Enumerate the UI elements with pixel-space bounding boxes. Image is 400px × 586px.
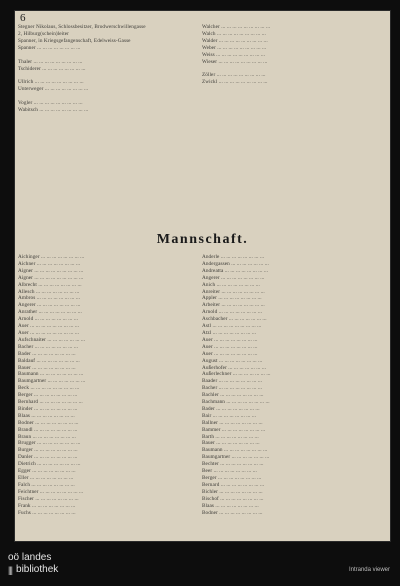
register-entry: Bechter ... ... ... ... ... ... ... ... (202, 461, 264, 468)
register-entry: 2, Hilburg(schein)leiter (18, 30, 69, 37)
register-entry: Bernard ... ... ... ... ... ... ... ... (202, 481, 265, 488)
register-entry: Baumgartner ... ... ... ... ... ... ... (202, 454, 270, 461)
register-entry: Barth ... ... ... ... ... ... ... ... (202, 433, 259, 440)
page-number: 6 (20, 12, 26, 24)
register-entry: Angerer ... ... ... ... ... ... ... ... (18, 302, 81, 309)
register-entry: Eller ... ... ... ... ... ... ... ... (18, 475, 74, 481)
register-entry: Baumgartner ... ... ... ... ... ... ... (18, 378, 86, 385)
register-entry: Appler ... ... ... ... ... ... ... ... (202, 295, 262, 302)
register-entry: Anderle ... ... ... ... ... ... ... ... (202, 254, 265, 260)
register-entry: Weiss ... ... ... ... ... ... ... ... ... (202, 51, 266, 58)
register-entry: Auer ... ... ... ... ... ... ... ... (202, 343, 258, 350)
register-entry: Bader ... ... ... ... ... ... ... ... (202, 405, 260, 412)
viewer-footer (0, 546, 400, 586)
register-entry: Danler ... ... ... ... ... ... ... ... (18, 454, 78, 461)
register-entry: Anrather ... ... ... ... ... ... ... ... (18, 309, 82, 316)
register-entry: Bammer ... ... ... ... ... ... ... ... (202, 426, 266, 433)
register-entry: Arnold ... ... ... ... ... ... ... ... (202, 309, 262, 316)
register-entry: Burger ... ... ... ... ... ... ... ... (18, 447, 78, 454)
register-entry: Auer ... ... ... ... ... ... ... ... (202, 350, 258, 357)
register-entry: Falch ... ... ... ... ... ... ... ... (18, 481, 75, 488)
document-page (14, 10, 391, 542)
register-entry: Außerhofer ... ... ... ... ... ... ... (202, 364, 267, 371)
logo-bars-icon: ||| (8, 565, 13, 575)
register-entry: Bader ... ... ... ... ... ... ... ... (18, 350, 76, 357)
register-entry: Brugger ... ... ... ... ... ... ... ... (18, 440, 81, 447)
register-entry: Wieser ... ... ... ... ... ... ... ... ... (202, 58, 268, 65)
register-entry: Aufschnaiter ... ... ... ... ... ... ... (18, 336, 86, 343)
register-entry: Aichner ... ... ... ... ... ... ... ... (18, 260, 81, 267)
register-entry: Ambros ... ... ... ... ... ... ... ... (18, 295, 81, 302)
register-entry: August ... ... ... ... ... ... ... ... (202, 357, 263, 364)
register-entry: Unterweger ... ... ... ... ... ... ... ... (18, 86, 89, 93)
register-entry: Angerer ... ... ... ... ... ... ... ... (202, 274, 265, 281)
register-entry: Auer ... ... ... ... ... ... ... ... (202, 336, 258, 343)
top-right-column (202, 24, 385, 224)
register-entry: Dietrich ... ... ... ... ... ... ... ... (18, 461, 81, 468)
register-entry: Baldauf ... ... ... ... ... ... ... ... (18, 357, 80, 364)
register-entry: Fischer ... ... ... ... ... ... ... ... (18, 495, 79, 502)
register-entry: Thaler ... ... ... ... ... ... ... ... ... (18, 58, 83, 65)
register-entry: Außerlechner ... ... ... ... ... ... ... (202, 371, 271, 378)
register-entry: Aigner ... ... ... ... ... ... ... ... ... (18, 267, 84, 274)
register-entry: Blaas ... ... ... ... ... ... ... ... (18, 412, 75, 419)
register-entry: Braun ... ... ... ... ... ... ... ... (18, 433, 76, 440)
register-entry: Tschiderer ... ... ... ... ... ... ... ... (18, 65, 86, 72)
entry-gap (202, 65, 385, 72)
register-entry: Arnold ... ... ... ... ... ... ... ... (18, 316, 78, 323)
logo-line-2 (8, 564, 58, 576)
register-entry: Vogler ... ... ... ... ... ... ... ... ... (18, 100, 83, 107)
register-entry: Binder ... ... ... ... ... ... ... ... (18, 405, 78, 412)
register-entry: Stegner Nikolaus, Schlossbesitzer, Brodwerschwillengasse (18, 24, 146, 30)
right-column (202, 254, 385, 540)
entry-gap (18, 93, 196, 100)
register-entry: Frank ... ... ... ... ... ... ... ... (18, 502, 76, 509)
register-entry: Baader ... ... ... ... ... ... ... ... (202, 378, 262, 385)
register-entry: Berger ... ... ... ... ... ... ... ... (18, 392, 78, 399)
register-entry: Anreiter ... ... ... ... ... ... ... ... (202, 288, 265, 295)
register-entry: Bachler ... ... ... ... ... ... ... ... (202, 392, 264, 399)
register-entry: Weber ... ... ... ... ... ... ... ... ... (202, 44, 267, 51)
register-entry: Bernhard ... ... ... ... ... ... ... ... (18, 399, 83, 406)
register-entry: Andergassen ... ... ... ... ... ... ... (202, 260, 269, 267)
register-entry: Walch ... ... ... ... ... ... ... ... ... (202, 30, 266, 37)
logo-line2-text: bibliothek (16, 564, 59, 575)
register-entry: Bischof ... ... ... ... ... ... ... ... (202, 495, 264, 502)
register-entry: Auer ... ... ... ... ... ... ... ... ... (18, 323, 80, 330)
register-entry: Aichinger ... ... ... ... ... ... ... ... (18, 254, 85, 260)
register-entry: Bacher ... ... ... ... ... ... ... ... (18, 343, 78, 350)
register-entry: Bodner ... ... ... ... ... ... ... ... (202, 509, 263, 516)
register-entry: Baumann ... ... ... ... ... ... ... ... (18, 371, 84, 378)
register-entry: Feichtner ... ... ... ... ... ... ... ... (18, 488, 84, 495)
register-entry: Blaas ... ... ... ... ... ... ... ... (202, 502, 259, 509)
register-entry: Zöller ... ... ... ... ... ... ... ... ... (202, 72, 266, 79)
register-entry: Bair ... ... ... ... ... ... ... ... (202, 412, 257, 419)
register-entry: Beer ... ... ... ... ... ... ... ... (202, 468, 257, 475)
top-left-column (18, 24, 196, 224)
register-entry: Atzl ... ... ... ... ... ... ... ... (202, 329, 257, 336)
logo-line-1 (8, 552, 58, 564)
register-entry: Andreatta ... ... ... ... ... ... ... ... (202, 267, 269, 274)
register-entry: Anich ... ... ... ... ... ... ... ... (202, 281, 260, 288)
left-column (18, 254, 196, 540)
register-entry: Walcher ... ... ... ... ... ... ... ... ... (202, 24, 271, 30)
register-entry: Zwickl ... ... ... ... ... ... ... ... ... (202, 79, 268, 86)
section-heading: Mannschaft. (156, 232, 249, 247)
register-entry: Spanner ... ... ... ... ... ... ... ... (18, 44, 81, 51)
register-entry: Egger ... ... ... ... ... ... ... ... (18, 468, 76, 475)
register-entry: Fuchs ... ... ... ... ... ... ... ... (18, 509, 76, 516)
register-entry: Baumann ... ... ... ... ... ... ... ... (202, 447, 268, 454)
library-logo[interactable] (8, 552, 58, 576)
register-entry: Auer ... ... ... ... ... ... ... ... ... (18, 329, 80, 336)
logo-line1-text: oö landes (8, 552, 52, 563)
register-entry: Bacher ... ... ... ... ... ... ... ... (202, 385, 262, 392)
register-entry: Allesch ... ... ... ... ... ... ... ... (18, 288, 80, 295)
entry-gap (18, 52, 196, 59)
register-entry: Spanner, in Kriegsgefangenschaft, Edelweiss-Gasse (18, 37, 131, 44)
register-entry: Aigner ... ... ... ... ... ... ... ... ... (18, 274, 84, 281)
register-entry: Bachmann ... ... ... ... ... ... ... ... (202, 399, 270, 406)
register-entry: Bauer ... ... ... ... ... ... ... ... (18, 364, 76, 371)
register-entry: Astl ... ... ... ... ... ... ... ... ... (202, 323, 262, 330)
register-entry: Aschbacher ... ... ... ... ... ... ... (202, 316, 267, 323)
register-entry: Ullrich ... ... ... ... ... ... ... ... ... (18, 79, 84, 86)
register-entry: Albrecht ... ... ... ... ... ... ... ... (18, 281, 82, 288)
register-entry: Wabitsch ... ... ... ... ... ... ... ... ... (18, 107, 89, 114)
register-entry: Bodner ... ... ... ... ... ... ... ... (18, 419, 79, 426)
entry-gap (18, 72, 196, 79)
register-entry: Walder ... ... ... ... ... ... ... ... ... (202, 37, 268, 44)
register-entry: Bichler ... ... ... ... ... ... ... ... (202, 488, 263, 495)
register-entry: Beck ... ... ... ... ... ... ... ... ... (18, 385, 80, 392)
viewer-label[interactable]: Intranda viewer (348, 567, 390, 573)
register-entry: Bauer ... ... ... ... ... ... ... ... (202, 440, 260, 447)
register-entry: Ballner ... ... ... ... ... ... ... ... (202, 419, 263, 426)
register-entry: Berger ... ... ... ... ... ... ... ... (202, 475, 262, 481)
register-entry: Brandl ... ... ... ... ... ... ... ... (18, 426, 78, 433)
register-entry: Arbeiter ... ... ... ... ... ... ... ... (202, 302, 265, 309)
